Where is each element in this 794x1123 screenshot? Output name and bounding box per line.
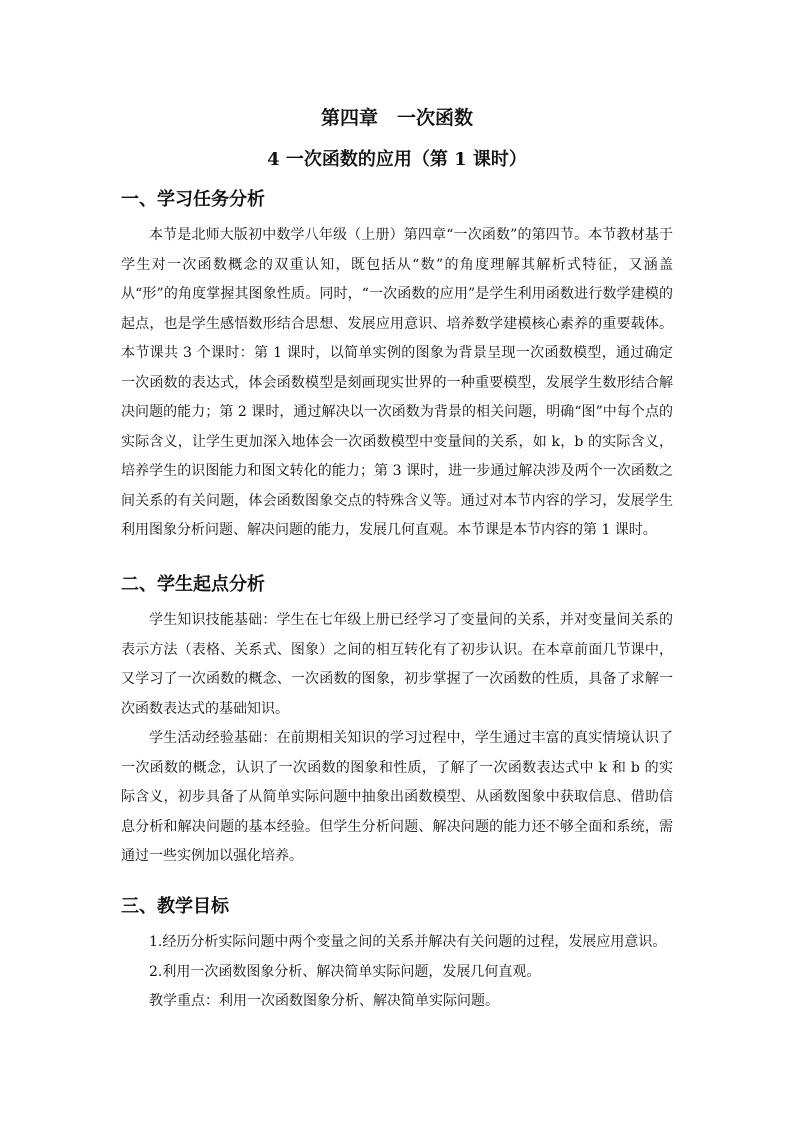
section-heading: 一、学习任务分析 [121,189,265,210]
goal-item: 1.经历分析实际问题中两个变量之间的关系并解决有关问题的过程，发展应用意识。 [149,934,667,950]
section-heading: 三、教学目标 [121,896,229,917]
chapter-title: 第四章 一次函数 [320,107,473,129]
section-teaching-goals [121,892,673,1017]
paragraph: 本节是北师大版初中数学八年级（上册）第四章“一次函数”的第四节。本节教材基于学生对一次函数概念的双重认知，既包括从“数”的角度理解其解析式特征，又涵盖从“形”的角度掌握其图象性质。同时，“一次函数的应用”是学生利用函数进行数学建模的起点，也是学生感悟数形结合思想、发展应用意识、培养数学建模核心素养的重要载体。本节课共 3 个课时：第 1 课时，以简单实例的图象为背景呈现一次函数模型，通过确定一次函数的表达式，体会函数模型是刻画现实世界的一种重要模型，发展学生数形结合解决问题的能力；第 2 课时，通过解决以一次函数为背景的相关问题，明确“图”中每个点的实际含义，让学生更加深入地体会一次函数模型中变量间的关系，如 k，b 的实际含义，培养学生的识图能力和图文转化的能力；第 3 课时，进一步通过解决涉及两个一次函数之间关系的有关问题，体会函数图象交点的特殊含义等。通过对本节内容的学习，发展学生利用图象分析问题、解决问题的能力，发展几何直观。本节课是本节内容的第 1 课时。 [121,227,673,538]
lesson-title: 4 一次函数的应用（第 1 课时） [267,149,527,170]
goal-item: 2.利用一次函数图象分析、解决简单实际问题，发展几何直观。 [149,963,541,980]
paragraph: 学生知识技能基础：学生在七年级上册已经学习了变量间的关系，并对变量间关系的表示方法（表格、关系式、图象）之间的相互转化有了初步认识。在本章前面几节课中，又学习了一次函数的概念、一次函数的图象，初步掌握了一次函数的性质，具备了求解一次函数表达式的基础知识。 [121,612,673,717]
section-student-analysis [121,570,673,872]
section-body [121,928,673,1017]
paragraph: 学生活动经验基础：在前期相关知识的学习过程中，学生通过丰富的真实情境认识了一次函数的概念，认识了一次函数的图象和性质，了解了一次函数表达式中 k 和 b 的实际含义，初步具备了从简单实际问题中抽象出函数模型、从函数图象中获取信息、借助信息分析和解决问题的基本经验。但学生分析问题、解决问题的能力还不够全面和系统，需通过一些实例加以强化培养。 [121,730,673,864]
section-body [121,221,673,546]
section-body [121,606,673,872]
section-heading: 二、学生起点分析 [121,574,265,595]
section-task-analysis [121,185,673,546]
key-point: 教学重点：利用一次函数图象分析、解决简单实际问题。 [149,993,499,1009]
